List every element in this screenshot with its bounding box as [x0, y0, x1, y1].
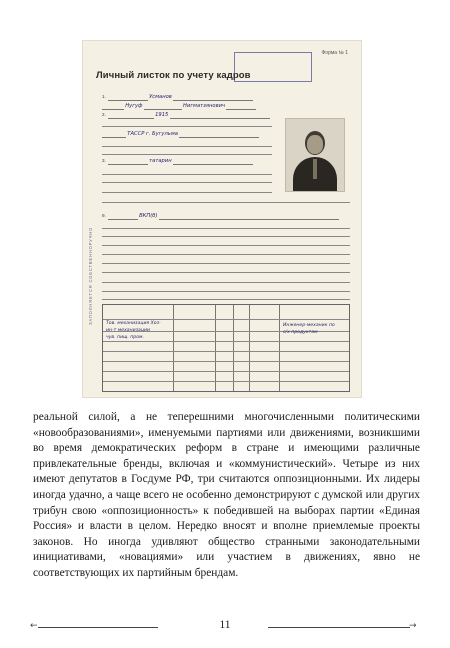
side-vertical-text: ЗАПОЛНЯЕТСЯ СОБСТВЕННОРУЧНО — [88, 226, 93, 325]
portrait-photo — [285, 118, 345, 192]
footer-rule-right — [268, 627, 410, 628]
hw-nationality: татарин — [149, 158, 172, 164]
article-paragraph: реальной силой, а не теперешними многочисленными политическими «новообразованиями», именуемыми партиями или движениями, возникшими во время демократических реформ в стране и имеющими различные привлекательные бренды, включая и «коммунистический». Четыре из них имеют депутатов в Госдуме РФ, три считаются оппозиционными. Их лидеры иногда удачно, а чаще всего не особенно демонстрируют с думской или других трибун свою «оппозиционность» к победившей на выборах партии «Единая Россия» и власти в целом. Нередко вносят и вполне приемлемые проекты законов. Но иногда удивляют общество странными законодательными инициативами, «новациями» или участием в движениях, явно не соответствующих их партийным брендам. — [33, 411, 420, 579]
hw-education: ВКП(б) — [139, 213, 158, 219]
hw-name: Нугуф — [125, 103, 143, 109]
footer-arrow-left-icon: ← — [30, 621, 38, 631]
archival-document-image — [82, 40, 362, 398]
hw-surname: Усманов — [149, 94, 172, 100]
page-number: 11 — [219, 619, 231, 631]
form-number: Форма № 1 — [321, 50, 348, 56]
hw-table-row-2: ин-т механизации — [106, 328, 150, 333]
hw-table-row-3: чув. пищ. пром. — [106, 335, 144, 340]
form-row-region — [102, 130, 259, 138]
hw-born-year: 1915 — [155, 112, 169, 118]
education-table — [102, 304, 350, 392]
hw-patronymic: Нигматзянович — [183, 103, 226, 109]
hw-table-right-2: с/х продуктам — [283, 330, 318, 335]
form-row-name — [102, 102, 256, 110]
form-row-surname: 1. Усманов — [102, 93, 253, 101]
form-row-birth: 2. 1915 — [102, 111, 270, 119]
form-row-nationality: 3. татарин — [102, 157, 253, 165]
form-row-party: 9. ВКП(б) — [102, 212, 339, 220]
hw-region: ТАССР г. Бугульма — [127, 131, 178, 137]
hw-table-right-1: Инженер-механик по — [283, 323, 335, 328]
hw-table-row-1: Тов. механизация Хоз- — [106, 321, 161, 326]
document-title: Личный листок по учету кадров — [96, 70, 251, 81]
footer-arrow-right-icon: → — [409, 621, 417, 631]
